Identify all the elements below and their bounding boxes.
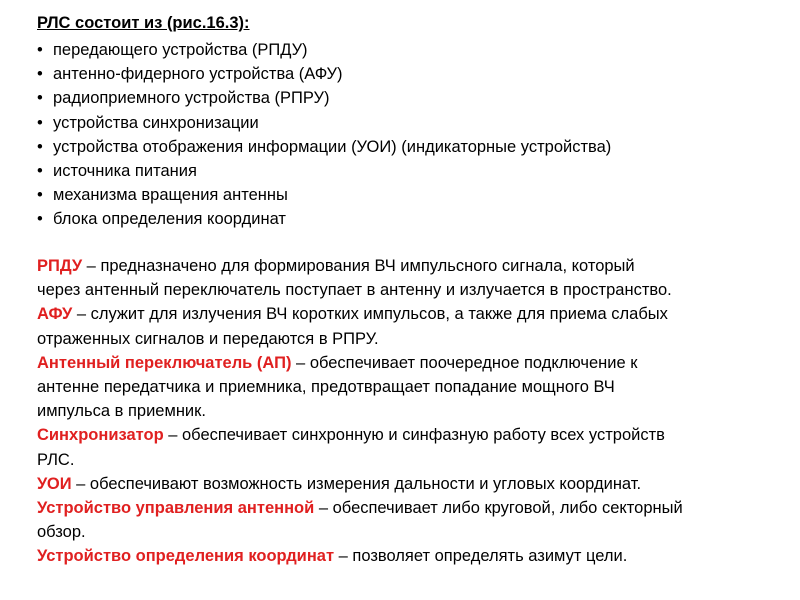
- list-item: [37, 160, 197, 182]
- definition-text: – позволяет определять азимут цели.: [334, 547, 628, 566]
- definition-text: – обеспечивают возможность измерения дальности и угловых координат.: [71, 474, 642, 493]
- definition-line: [37, 255, 635, 277]
- definition-text: отраженных сигналов и передаются в РПРУ.: [37, 329, 379, 348]
- definition-text: антенне передатчика и приемника, предотвращает попадание мощного ВЧ: [37, 378, 615, 396]
- definition-text: через антенный переключатель поступает в антенну и излучается в пространство.: [37, 281, 672, 300]
- list-item-text: передающего устройства (РПДУ): [53, 41, 308, 59]
- bullet-marker: •: [37, 89, 43, 108]
- definition-text: – обеспечивает либо круговой, либо секторный: [314, 499, 683, 517]
- definition-term: Устройство управления антенной: [37, 499, 315, 517]
- list-item: [37, 208, 286, 230]
- list-item: [37, 136, 611, 158]
- definition-continuation: [37, 376, 615, 398]
- bullet-marker: •: [37, 186, 43, 205]
- definition-continuation: [37, 521, 86, 543]
- list-item: [37, 184, 288, 206]
- definition-line: [37, 352, 637, 374]
- list-item-text: радиоприемного устройства (РПРУ): [53, 89, 330, 108]
- definition-text: – обеспечивает синхронную и синфазную работу всех устройств: [163, 426, 665, 445]
- definition-line: [37, 303, 668, 325]
- definition-continuation: [37, 400, 206, 422]
- definition-term: Синхронизатор: [37, 426, 164, 445]
- bullet-marker: •: [37, 41, 43, 59]
- definition-term: АФУ: [37, 305, 73, 324]
- list-item-text: источника питания: [53, 162, 197, 180]
- definition-term: РПДУ: [37, 257, 83, 275]
- list-item-text: блока определения координат: [53, 210, 286, 229]
- definition-term: УОИ: [37, 474, 72, 493]
- list-item: [37, 39, 308, 61]
- bullet-marker: •: [37, 137, 43, 156]
- list-item-text: антенно-фидерного устройства (АФУ): [53, 65, 343, 84]
- list-item-text: устройства синхронизации: [53, 113, 259, 132]
- page-title: РЛС состоит из (рис.16.3):: [37, 14, 250, 32]
- definition-continuation: [37, 328, 379, 350]
- list-item-text: устройства отображения информации (УОИ) (индикаторные устройства): [53, 137, 612, 156]
- bullet-marker: •: [37, 162, 43, 180]
- definition-text: РЛС.: [37, 450, 75, 469]
- definition-line: [37, 497, 683, 519]
- definition-line: [37, 545, 627, 567]
- list-item: [37, 63, 343, 85]
- definition-text: – предназначено для формирования ВЧ импульсного сигнала, который: [82, 257, 635, 275]
- definition-term: Устройство определения координат: [37, 547, 335, 566]
- definition-continuation: [37, 279, 672, 301]
- definition-line: [37, 424, 665, 446]
- bullet-marker: •: [37, 65, 43, 84]
- definition-text: импульса в приемник.: [37, 402, 206, 421]
- definition-text: – служит для излучения ВЧ коротких импульсов, а также для приема слабых: [72, 305, 668, 324]
- bullet-marker: •: [37, 113, 43, 132]
- definition-text: обзор.: [37, 523, 86, 542]
- list-item: [37, 112, 259, 134]
- list-item-text: механизма вращения антенны: [53, 186, 288, 205]
- list-item: [37, 87, 330, 109]
- definition-continuation: [37, 449, 74, 471]
- definition-text: – обеспечивает поочередное подключение к: [291, 353, 638, 372]
- definition-term: Антенный переключатель (АП): [37, 353, 292, 372]
- definition-line: [37, 473, 641, 495]
- bullet-marker: •: [37, 210, 43, 229]
